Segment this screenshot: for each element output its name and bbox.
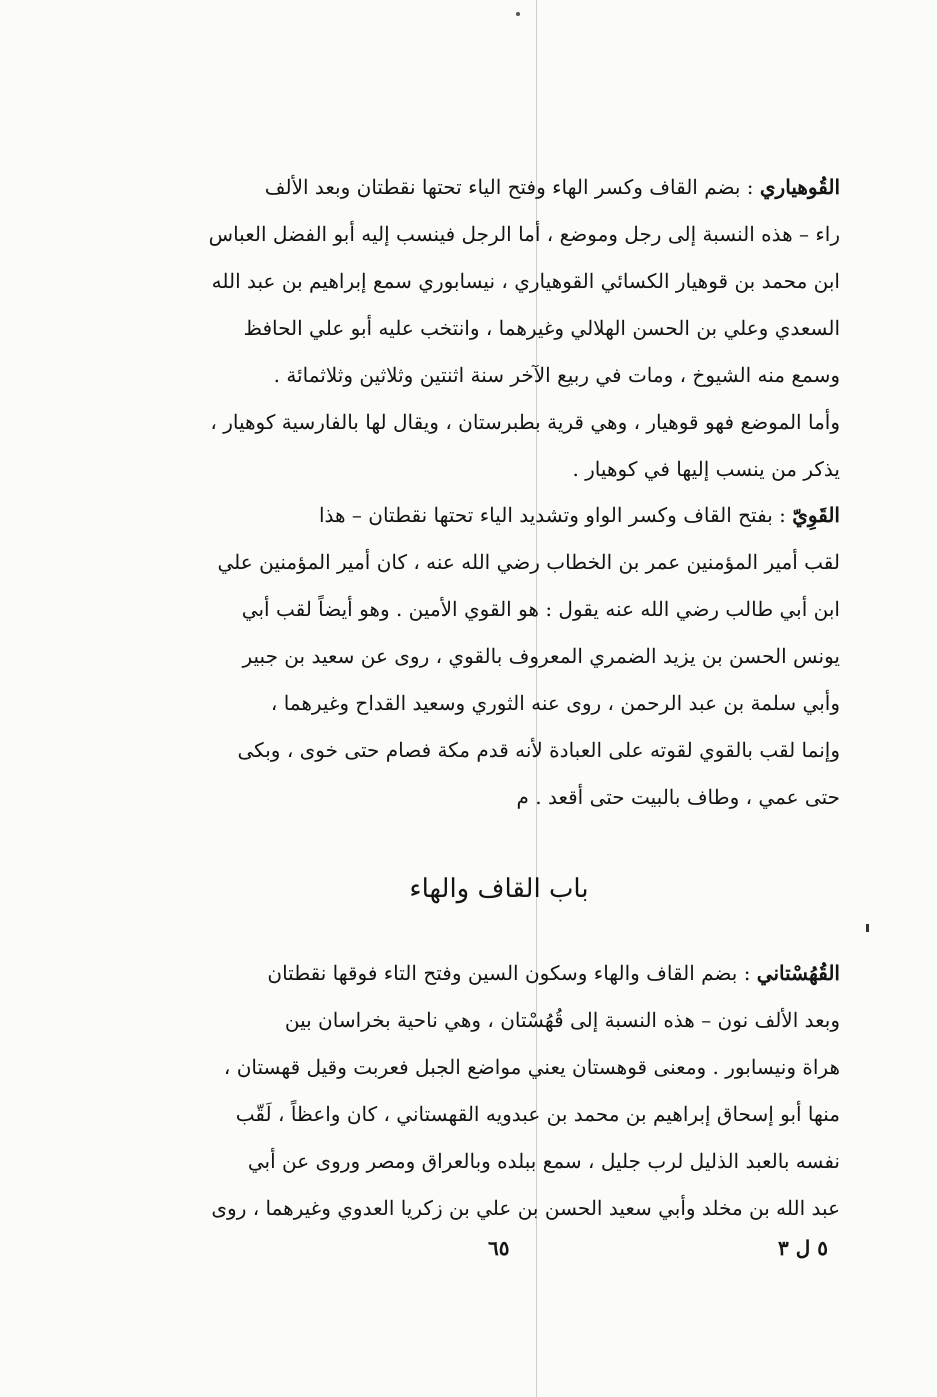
entry-term: القَوِيّ [792, 503, 840, 527]
entry-line: يذكر من ينسب إليها في كوهيار . [572, 457, 840, 481]
entry-line: نفسه بالعبد الذليل لرب جليل ، سمع ببلده وبالعراق ومصر وروى عن أبي [247, 1149, 840, 1173]
entry-line: السعدي وعلي بن الحسن الهلالي وغيرهما ، وانتخب عليه أبو علي الحافظ [243, 316, 840, 340]
entry-qawi [158, 492, 840, 821]
entry-line: وبعد الألف نون – هذه النسبة إلى قُهُسْتان ، وهي ناحية بخراسان بين [284, 1008, 840, 1032]
entry-term: القُوهياري [759, 175, 840, 199]
ink-mark [866, 924, 869, 932]
entry-line: هراة ونيسابور . ومعنى قوهستان يعني مواضع الجبل فعربت وقيل قهستان ، [223, 1055, 840, 1079]
signature-mark: ٥ ل ٣ [778, 1236, 828, 1260]
page-number: ٦٥ [488, 1236, 510, 1260]
entry-line: وإنما لقب بالقوي لقوته على العبادة لأنه قدم مكة فصام حتى خوى ، وبكى [237, 738, 840, 762]
entry-line: راء – هذه النسبة إلى رجل وموضع ، أما الرجل فينسب إليه أبو الفضل العباس [208, 222, 840, 246]
entry-line: لقب أمير المؤمنين عمر بن الخطاب رضي الله عنه ، كان أمير المؤمنين علي [217, 550, 840, 574]
entry-line: وأبي سلمة بن عبد الرحمن ، روى عنه الثوري وسعيد القداح وغيرهما ، [270, 691, 840, 715]
entry-term: القُهُسْتاني [756, 961, 840, 985]
entry-quhiyari [158, 164, 840, 493]
entry-line: عبد الله بن مخلد وأبي سعيد الحسن بن علي بن زكريا العدوي وغيرهما ، روى [211, 1196, 840, 1220]
section-heading: باب القاف والهاء [409, 874, 589, 904]
entry-line: حتى عمي ، وطاف بالبيت حتى أقعد . م [516, 785, 840, 809]
entry-line: ابن أبي طالب رضي الله عنه يقول : هو القوي الأمين . وهو أيضاً لقب أبي [241, 597, 840, 621]
entry-line: وأما الموضع فهو قوهيار ، وهي قرية بطبرستان ، ويقال لها بالفارسية كوهيار ، [210, 410, 840, 434]
entry-line: القَوِيّ : بفتح القاف وكسر الواو وتشديد الياء تحتها نقطتان – هذا [318, 503, 840, 527]
entry-line: ابن محمد بن قوهيار الكسائي القوهياري ، نيسابوري سمع إبراهيم بن عبد الله [211, 269, 840, 293]
ink-speck [516, 12, 520, 16]
entry-quhistani [158, 950, 840, 1232]
entry-line: منها أبو إسحاق إبراهيم بن محمد بن عبدويه القهستاني ، كان واعظاً ، لَقّب [235, 1102, 840, 1126]
entry-line: القُهُسْتاني : بضم القاف والهاء وسكون السين وفتح التاء فوقها نقطتان [267, 961, 840, 985]
entry-line: وسمع منه الشيوخ ، ومات في ربيع الآخر سنة اثنتين وثلاثين وثلاثمائة . [273, 363, 840, 387]
entry-line: يونس الحسن بن يزيد الضمري المعروف بالقوي ، روى عن سعيد بن جبير [242, 644, 840, 668]
page-footer [158, 1228, 840, 1268]
entry-line: القُوهياري : بضم القاف وكسر الهاء وفتح الياء تحتها نقطتان وبعد الألف [264, 175, 840, 199]
